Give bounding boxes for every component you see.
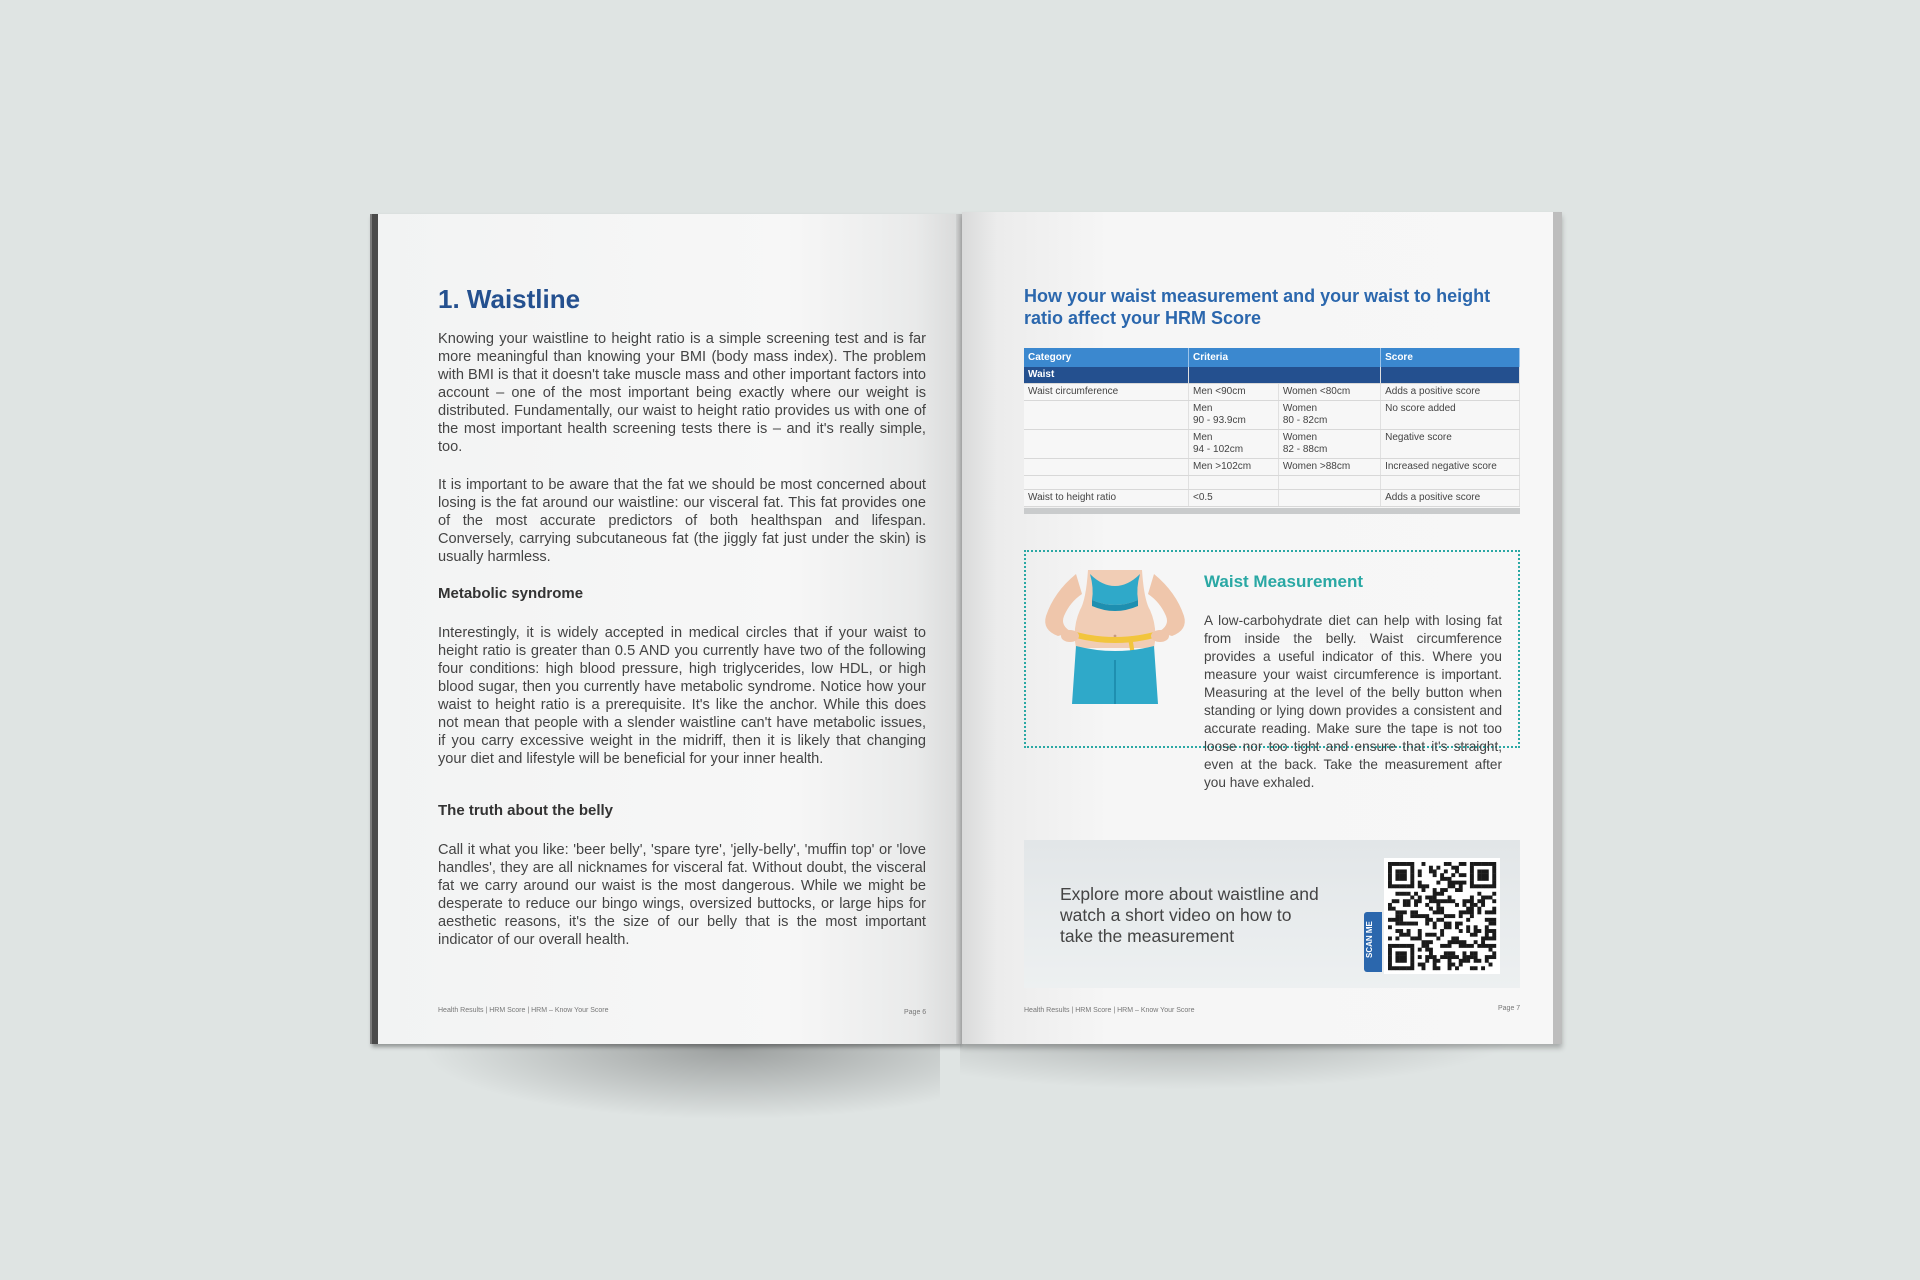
table-cell-score: Adds a positive score xyxy=(1381,490,1520,507)
waist-measurement-box xyxy=(1024,550,1520,790)
waist-measuring-illustration xyxy=(1036,570,1194,704)
belly-heading: The truth about the belly xyxy=(438,802,613,819)
table-cell-men: Men 94 - 102cm xyxy=(1189,430,1279,459)
qr-code-icon xyxy=(1384,858,1500,974)
qr-code[interactable] xyxy=(1384,858,1500,974)
table-cell-women: Women 80 - 82cm xyxy=(1278,401,1380,430)
table-cell-women xyxy=(1278,490,1380,507)
intro-paragraph: Knowing your waistline to height ratio is a simple screening test and is far more meaningful than knowing your BMI (body mass index). The problem with BMI is that it doesn't take muscle mass and other important factors into account – one of the most important being exactly where our weight is distributed. Fundamentally, our waist to height ratio provides us with one of the most important health screening tests there is – and it's really simple, too. xyxy=(438,331,926,455)
scan-me-label: SCAN ME xyxy=(1365,921,1374,958)
table-row xyxy=(1024,401,1520,430)
table-cell-category xyxy=(1024,430,1189,459)
visceral-fat-paragraph: It is important to be aware that the fat we should be most concerned about losing is the fat around our waistline: our visceral fat. This fat provides one of the most accurate predictors of both healthspan and lifespan. Conversely, carrying subcutaneous fat (the jiggly fat just under the skin) is usually harmless. xyxy=(438,477,926,565)
qr-promo-text: Explore more about waistline and watch a short video on how to take the measurement xyxy=(1060,884,1319,946)
table-cell-men: <0.5 xyxy=(1189,490,1279,507)
table-bottom-bar xyxy=(1024,508,1520,514)
table-cell-score: No score added xyxy=(1381,401,1520,430)
left-page xyxy=(372,214,962,1044)
table-cell-men: Men >102cm xyxy=(1189,459,1279,476)
table-row xyxy=(1024,490,1520,507)
table-header-row xyxy=(1024,348,1520,367)
table-cell-women: Women >88cm xyxy=(1278,459,1380,476)
table-row xyxy=(1024,476,1520,490)
table-cell-score: Increased negative score xyxy=(1381,459,1520,476)
table-cell-category xyxy=(1024,401,1189,430)
table-cell-men: Men 90 - 93.9cm xyxy=(1189,401,1279,430)
table-cell-women xyxy=(1278,476,1380,490)
table-row xyxy=(1024,459,1520,476)
table-cell-score: Adds a positive score xyxy=(1381,384,1520,401)
table-header-score: Score xyxy=(1381,348,1520,367)
table-cell-score: Negative score xyxy=(1381,430,1520,459)
page-title: 1. Waistline xyxy=(438,284,581,314)
table-cell-women: Women 82 - 88cm xyxy=(1278,430,1380,459)
table-header-criteria: Criteria xyxy=(1189,348,1381,367)
table-band-label: Waist xyxy=(1024,367,1189,384)
left-page-number: Page 6 xyxy=(904,1009,927,1016)
table-cell-score xyxy=(1381,476,1520,490)
table-band-row xyxy=(1024,367,1520,384)
table-cell-men xyxy=(1189,476,1279,490)
table-row xyxy=(1024,430,1520,459)
left-footer: Health Results | HRM Score | HRM – Know Your Score xyxy=(438,1007,609,1014)
table-cell-category xyxy=(1024,476,1189,490)
belly-paragraph: Call it what you like: 'beer belly', 'spare tyre', 'jelly-belly', 'muffin top' or 'love handles', they are all nicknames for visceral fat. Without doubt, the visceral fat we carry around our waist is the most dangerous. While we might be desperate to reduce our bingo wings, oversized buttocks, or large hips for aesthetic reasons, it's the size of our belly that is the most important indicator of our overall health. xyxy=(438,842,926,948)
waist-measurement-title: Waist Measurement xyxy=(1204,572,1364,591)
table-cell-men: Men <90cm xyxy=(1189,384,1279,401)
table-row xyxy=(1024,384,1520,401)
metabolic-syndrome-heading: Metabolic syndrome xyxy=(438,585,584,602)
scan-me-tab xyxy=(1364,912,1382,972)
table-cell-category: Waist to height ratio xyxy=(1024,490,1189,507)
metabolic-syndrome-paragraph: Interestingly, it is widely accepted in medical circles that if your waist to height ratio is greater than 0.5 AND you currently have two of the following four conditions: high blood pressure, high triglycerides, low HDL, or high blood sugar, then you currently have metabolic syndrome. Notice how your waist to height ratio is a prerequisite. It's like the anchor. While this does not mean that people with a slender waistline can't have metabolic issues, if you carry excessive weight in the midriff, then it is likely that changing your diet and lifestyle will be beneficial for your inner health. xyxy=(438,625,926,767)
table-cell-category: Waist circumference xyxy=(1024,384,1189,401)
qr-promo-panel xyxy=(1024,840,1520,988)
table-cell-women: Women <80cm xyxy=(1278,384,1380,401)
waist-measurement-text: A low-carbohydrate diet can help with losing fat from inside the belly. Waist circumference provides a useful indicator of this. Where you measure your waist circumference is important. Measuring at the level of the belly button when standing or lying down provides a consistent and accurate reading. Make sure the tape is not too loose nor too tight and ensure that it's straight, even at the back. Take the measurement after you have exhaled. xyxy=(1204,613,1502,790)
right-page-number: Page 7 xyxy=(1498,1005,1521,1012)
right-page xyxy=(962,212,1562,1044)
table-header-category: Category xyxy=(1024,348,1189,367)
score-section-title: How your waist measurement and your waist to height ratio affect your HRM Score xyxy=(1024,286,1491,328)
hrm-score-table xyxy=(1024,348,1520,507)
table-cell-category xyxy=(1024,459,1189,476)
right-footer: Health Results | HRM Score | HRM – Know Your Score xyxy=(1024,1007,1195,1014)
